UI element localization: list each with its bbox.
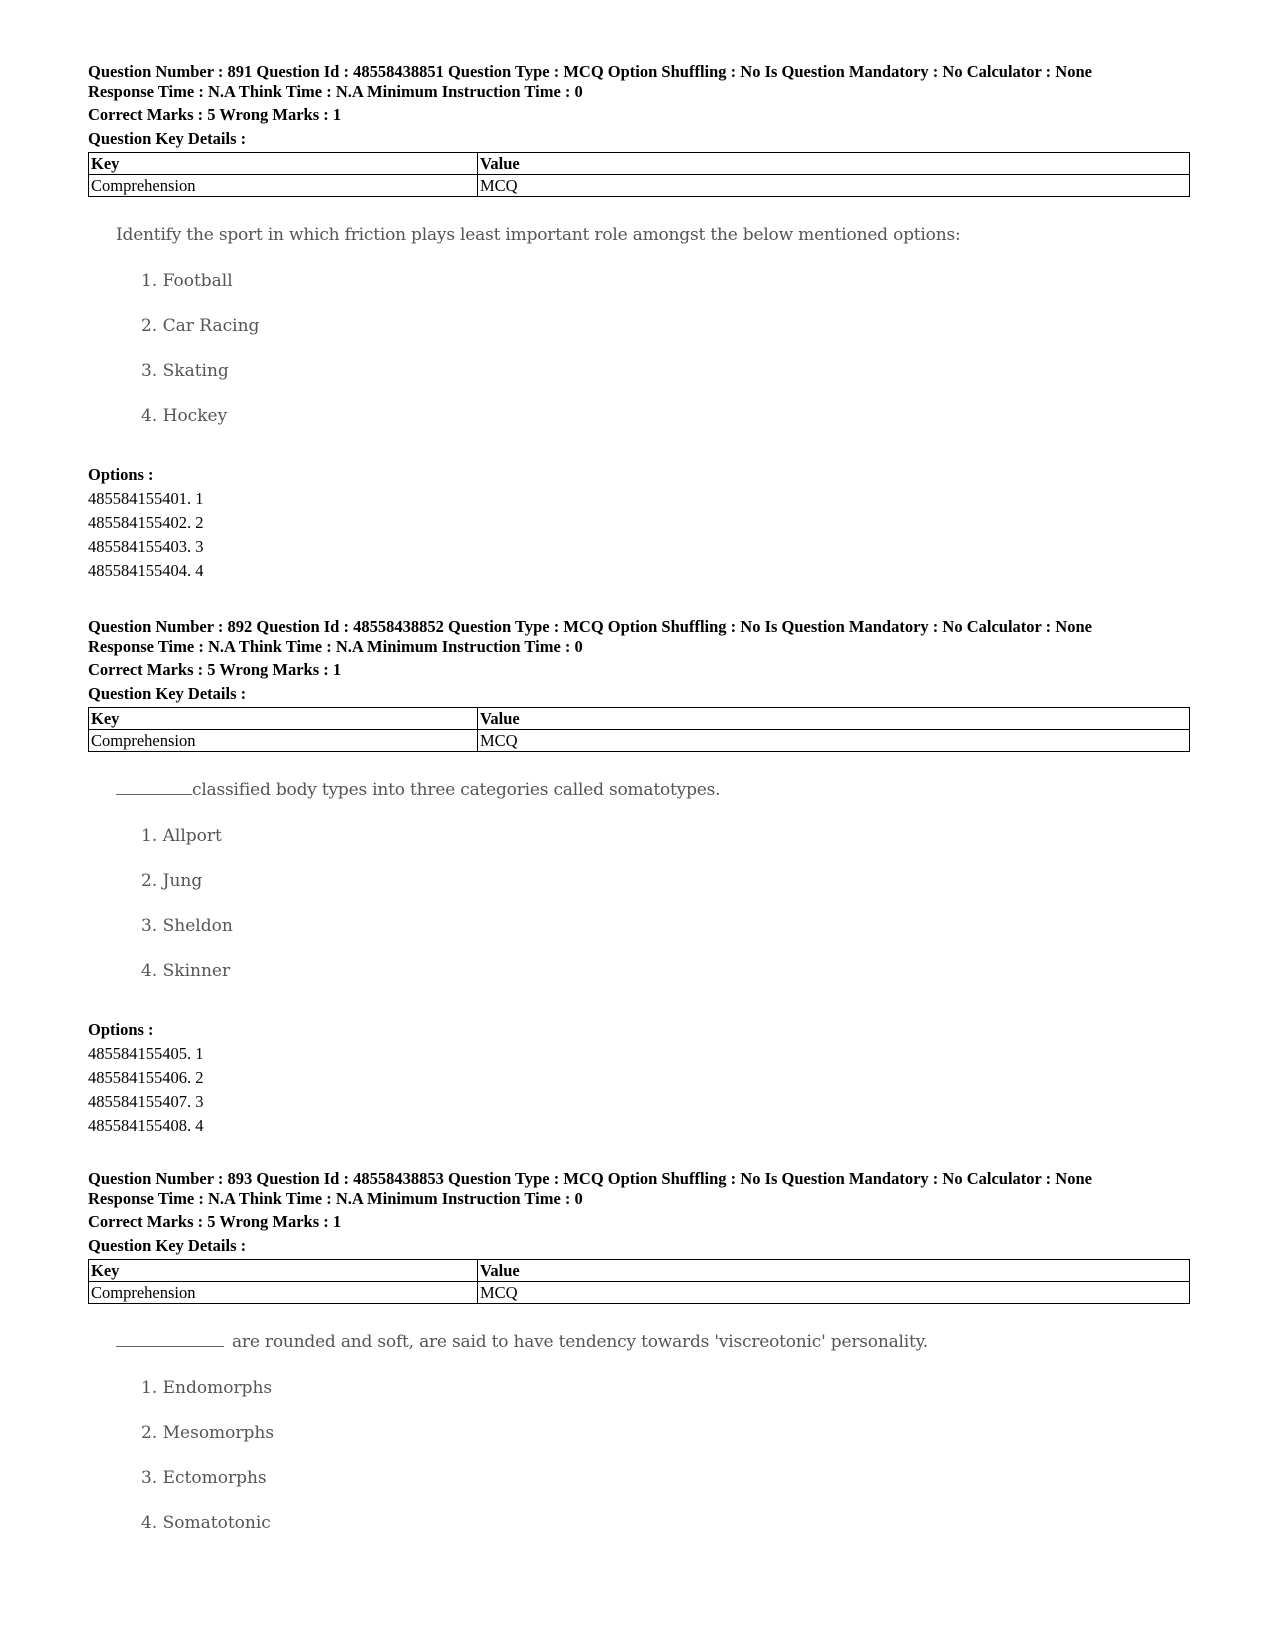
answer-choice: 3. Ectomorphs (141, 1468, 267, 1488)
option-id: 485584155406. 2 (88, 1068, 204, 1087)
key-details-label: Question Key Details : (88, 684, 247, 703)
option-id: 485584155403. 3 (88, 537, 204, 556)
question-marks: Correct Marks : 5 Wrong Marks : 1 (88, 660, 342, 679)
question-marks: Correct Marks : 5 Wrong Marks : 1 (88, 1212, 342, 1231)
question-stem-row (116, 1332, 1190, 1352)
key-cell: Comprehension (89, 730, 478, 752)
question-timing: Response Time : N.A Think Time : N.A Minimum Instruction Time : 0 (88, 82, 583, 101)
answer-choice: 3. Skating (141, 361, 229, 381)
key-header-cell: Key (89, 1260, 478, 1282)
answer-choice: 4. Skinner (141, 961, 231, 981)
question-block-891 (88, 62, 1190, 583)
answer-choice: 2. Car Racing (141, 316, 260, 336)
question-header: Question Number : 892 Question Id : 48558438852 Question Type : MCQ Option Shuffling : No Is Question Mandatory : No Calculator : None (88, 617, 1092, 636)
table-row (89, 175, 1190, 197)
key-header-cell: Key (89, 153, 478, 175)
options-label: Options : (88, 1020, 154, 1039)
key-details-table (88, 707, 1190, 752)
question-stem: Identify the sport in which friction plays least important role amongst the below mentioned options: (116, 225, 961, 245)
answer-choice: 1. Endomorphs (141, 1378, 273, 1398)
key-details-table (88, 1259, 1190, 1304)
option-id: 485584155408. 4 (88, 1116, 204, 1135)
table-header-row (89, 708, 1190, 730)
question-stem-row (116, 780, 1190, 800)
table-row (89, 730, 1190, 752)
key-header-cell: Key (89, 708, 478, 730)
key-details-label: Question Key Details : (88, 1236, 247, 1255)
question-stem: are rounded and soft, are said to have tendency towards 'viscreotonic' personality. (232, 1332, 928, 1352)
options-label: Options : (88, 465, 154, 484)
answer-choice: 1. Allport (141, 826, 222, 846)
question-marks: Correct Marks : 5 Wrong Marks : 1 (88, 105, 342, 124)
question-block-893 (88, 1169, 1190, 1546)
key-details-label: Question Key Details : (88, 129, 247, 148)
value-header-cell: Value (478, 153, 1190, 175)
value-cell: MCQ (478, 175, 1190, 197)
question-stem: classified body types into three categories called somatotypes. (192, 780, 721, 800)
value-cell: MCQ (478, 730, 1190, 752)
answer-choice: 3. Sheldon (141, 916, 233, 936)
option-id: 485584155402. 2 (88, 513, 204, 532)
question-header: Question Number : 891 Question Id : 48558438851 Question Type : MCQ Option Shuffling : No Is Question Mandatory : No Calculator : None (88, 62, 1092, 81)
question-timing: Response Time : N.A Think Time : N.A Minimum Instruction Time : 0 (88, 637, 583, 656)
answer-choice: 4. Somatotonic (141, 1513, 271, 1533)
fill-in-blank (116, 1346, 224, 1347)
option-id: 485584155404. 4 (88, 561, 204, 580)
answer-choice: 2. Jung (141, 871, 203, 891)
value-header-cell: Value (478, 1260, 1190, 1282)
answer-choice: 1. Football (141, 271, 233, 291)
answer-choice: 4. Hockey (141, 406, 228, 426)
value-header-cell: Value (478, 708, 1190, 730)
key-cell: Comprehension (89, 1282, 478, 1304)
answer-choices (141, 814, 1190, 994)
fill-in-blank (116, 794, 192, 795)
answer-choice: 2. Mesomorphs (141, 1423, 275, 1443)
key-cell: Comprehension (89, 175, 478, 197)
question-header: Question Number : 893 Question Id : 48558438853 Question Type : MCQ Option Shuffling : No Is Question Mandatory : No Calculator : None (88, 1169, 1092, 1188)
answer-choices (141, 1366, 1190, 1546)
option-id: 485584155407. 3 (88, 1092, 204, 1111)
table-row (89, 1282, 1190, 1304)
value-cell: MCQ (478, 1282, 1190, 1304)
option-id: 485584155401. 1 (88, 489, 204, 508)
key-details-table (88, 152, 1190, 197)
table-header-row (89, 1260, 1190, 1282)
option-id: 485584155405. 1 (88, 1044, 204, 1063)
answer-choices (141, 259, 1190, 439)
question-block-892 (88, 617, 1190, 1138)
table-header-row (89, 153, 1190, 175)
question-timing: Response Time : N.A Think Time : N.A Minimum Instruction Time : 0 (88, 1189, 583, 1208)
